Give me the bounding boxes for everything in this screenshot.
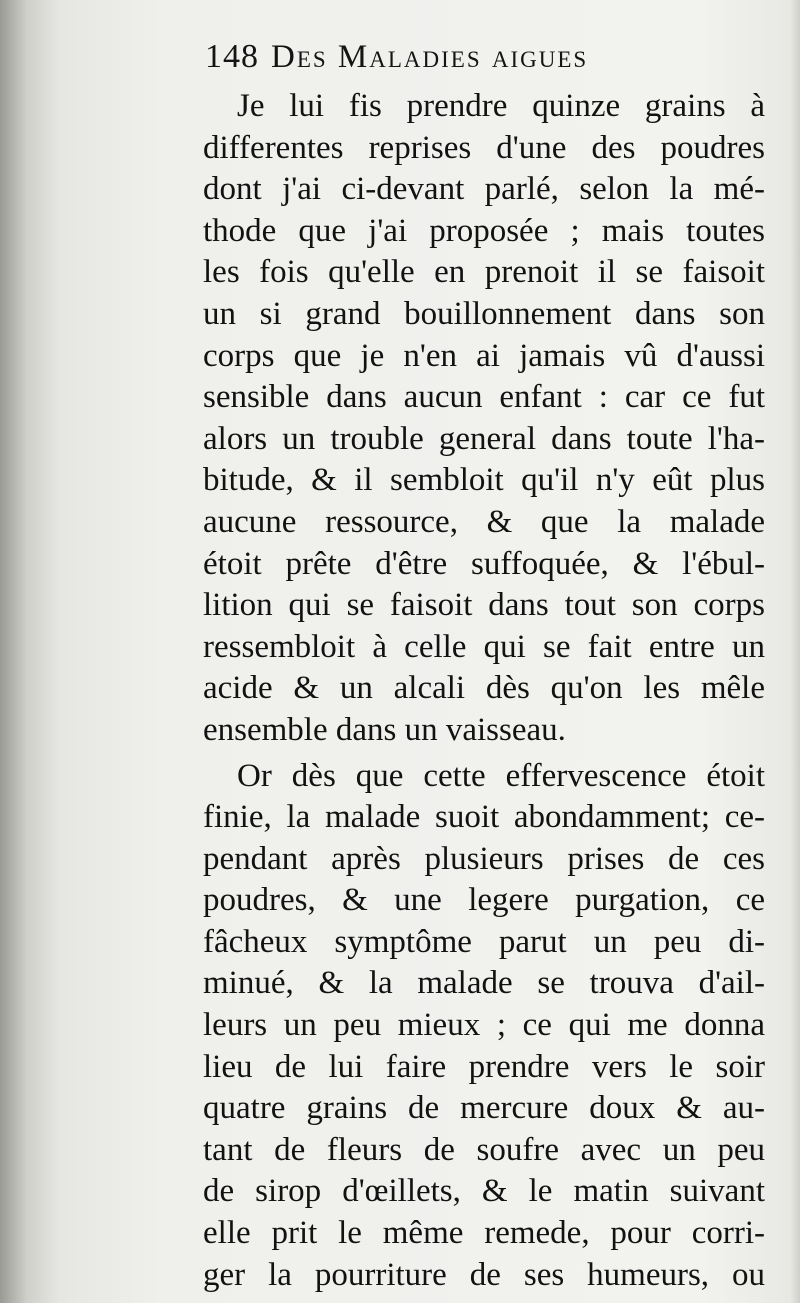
text-line: corps que je n'en ai jamais vû d'aussi: [203, 337, 765, 374]
page-header: [205, 38, 765, 88]
text-line: lieu de lui faire prendre vers le soir: [203, 1048, 765, 1085]
text-line: elle prit le même remede, pour corri-: [203, 1215, 765, 1252]
text-line: étoit prête d'être suffoquée, & l'ébul-: [203, 545, 765, 582]
text-line: Or dès que cette effervescence étoit: [237, 757, 765, 794]
text-line: poudres, & une legere purgation, ce: [203, 882, 765, 919]
text-line: un si grand bouillonnement dans son: [203, 295, 765, 332]
text-line: tant de fleurs de soufre avec un peu: [203, 1131, 765, 1168]
text-line: alors un trouble general dans toute l'ha-: [203, 420, 765, 457]
text-line: sensible dans aucun enfant : car ce fut: [203, 379, 765, 416]
page-gutter-shadow: [0, 0, 28, 1303]
text-line: de sirop d'œillets, & le matin suivant: [203, 1173, 765, 1210]
body-text: [203, 86, 765, 1296]
text-line: thode que j'ai proposée ; mais toutes: [203, 212, 765, 249]
text-line: ger la pourriture de ses humeurs, ou: [203, 1256, 765, 1293]
text-line: lition qui se faisoit dans tout son corps: [203, 587, 765, 624]
text-line: pendant après plusieurs prises de ces: [203, 840, 765, 877]
text-line: quatre grains de mercure doux & au-: [203, 1090, 765, 1127]
running-title: Des Maladies aigues: [271, 39, 589, 75]
text-line: fâcheux symptôme parut un peu di-: [203, 923, 765, 960]
text-line: acide & un alcali dès qu'on les mêle: [203, 670, 765, 707]
text-line: aucune ressource, & que la malade: [203, 503, 765, 540]
text-line: bitude, & il sembloit qu'il n'y eût plus: [203, 462, 765, 499]
text-line: ressembloit à celle qui se fait entre un: [203, 628, 765, 665]
text-line: leurs un peu mieux ; ce qui me donna: [203, 1007, 765, 1044]
text-line: finie, la malade suoit abondamment; ce-: [203, 799, 765, 836]
text-line: minué, & la malade se trouva d'ail-: [203, 965, 765, 1002]
text-line: ensemble dans un vaisseau.: [203, 711, 566, 748]
page-number: 148: [205, 38, 259, 75]
text-line: differentes reprises d'une des poudres: [203, 129, 765, 166]
text-line: les fois qu'elle en prenoit il se faisoit: [203, 254, 765, 291]
text-line: Je lui fis prendre quinze grains à: [237, 88, 765, 124]
text-line: dont j'ai ci-devant parlé, selon la mé-: [203, 171, 765, 208]
